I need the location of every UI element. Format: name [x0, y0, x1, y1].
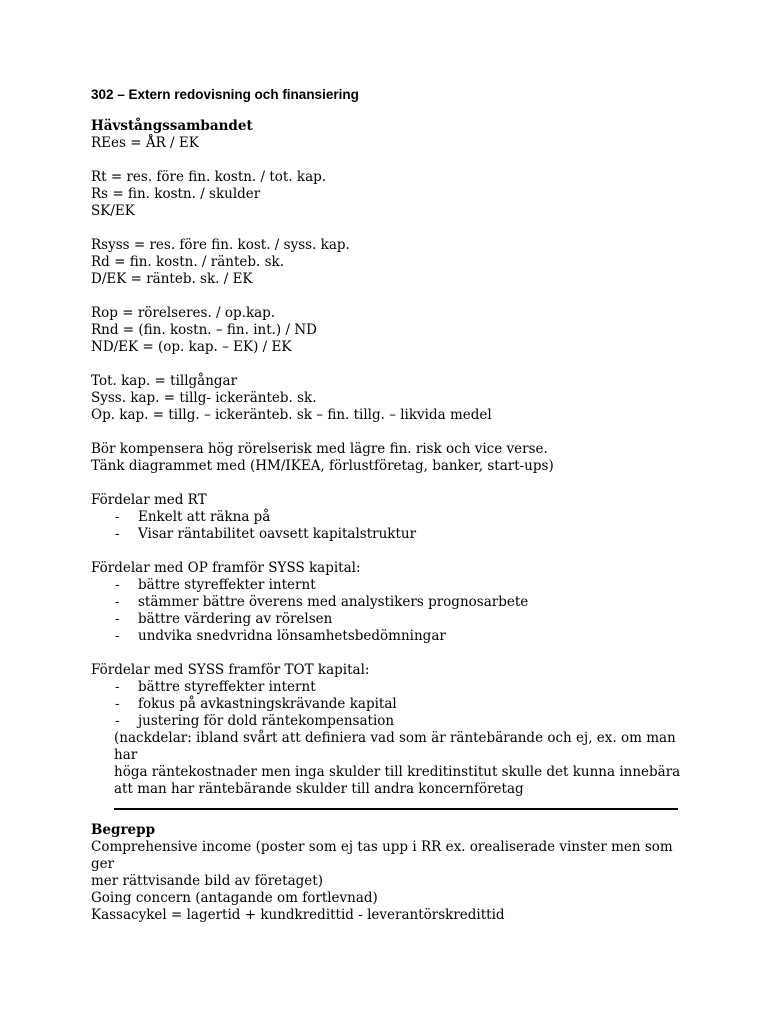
note-line: höga räntekostnader men inga skulder till kreditinstitut skulle det kunna innebära: [114, 764, 681, 780]
list-item: - bättre värdering av rörelsen: [91, 611, 691, 628]
text-line: Bör kompensera hög rörelserisk med lägre fin. risk och vice verse.: [91, 441, 548, 457]
text-line: Tänk diagrammet med (HM/IKEA, förlustföretag, banker, start-ups): [91, 458, 554, 474]
text-line: Going concern (antagande om fortlevnad): [91, 890, 378, 906]
list-heading-rt: Fördelar med RT: [91, 492, 207, 508]
formula-line: Rt = res. före fin. kostn. / tot. kap.: [91, 169, 327, 185]
document-title: 302 – Extern redovisning och finansiering: [91, 87, 359, 102]
formula-line: Rs = fin. kostn. / skulder: [91, 186, 261, 202]
list-item: - bättre styreffekter internt: [91, 577, 691, 594]
section-heading-havstang: Hävstångssambandet: [91, 118, 253, 134]
section-heading-begrepp: Begrepp: [91, 822, 156, 838]
formula-line: REes = ÅR / EK: [91, 135, 199, 151]
formula-line: Syss. kap. = tillg- ickeränteb. sk.: [91, 390, 317, 406]
list-item: - undvika snedvridna lönsamhetsbedömningar: [91, 628, 691, 645]
list-item: - fokus på avkastningskrävande kapital: [91, 696, 691, 713]
list-heading-syss: Fördelar med SYSS framför TOT kapital:: [91, 662, 370, 678]
list-item: - Visar räntabilitet oavsett kapitalstruktur: [91, 526, 691, 543]
text-line: mer rättvisande bild av företaget): [91, 873, 323, 889]
formula-line: D/EK = ränteb. sk. / EK: [91, 271, 253, 287]
list-rt: [91, 509, 691, 543]
text-line: Kassacykel = lagertid + kundkredittid - leverantörskredittid: [91, 907, 505, 923]
list-item: - Enkelt att räkna på: [91, 509, 691, 526]
list-item: - justering för dold räntekompensation: [91, 713, 691, 730]
list-op: [91, 577, 691, 645]
formula-line: Rop = rörelseres. / op.kap.: [91, 305, 276, 321]
formula-line: Tot. kap. = tillgångar: [91, 373, 238, 389]
formula-line: Rsyss = res. före fin. kost. / syss. kap.: [91, 237, 350, 253]
list-heading-op: Fördelar med OP framför SYSS kapital:: [91, 560, 361, 576]
formula-line: SK/EK: [91, 203, 135, 219]
note-line: (nackdelar: ibland svårt att definiera vad som är räntebärande och ej, ex. om man har: [114, 730, 676, 763]
list-item: - stämmer bättre överens med analystikers prognosarbete: [91, 594, 691, 611]
formula-line: Rnd = (fin. kostn. – fin. int.) / ND: [91, 322, 317, 338]
text-line: Comprehensive income (poster som ej tas upp i RR ex. orealiserade vinster men som ger: [91, 839, 673, 872]
formula-line: ND/EK = (op. kap. – EK) / EK: [91, 339, 292, 355]
list-syss: [91, 679, 691, 730]
list-item: - bättre styreffekter internt: [91, 679, 691, 696]
formula-line: Op. kap. = tillg. – ickeränteb. sk – fin. tillg. – likvida medel: [91, 407, 492, 423]
note-line: att man har räntebärande skulder till andra koncernföretag: [114, 781, 524, 797]
horizontal-rule: [114, 808, 678, 810]
formula-line: Rd = fin. kostn. / ränteb. sk.: [91, 254, 284, 270]
document-content: [91, 86, 691, 924]
